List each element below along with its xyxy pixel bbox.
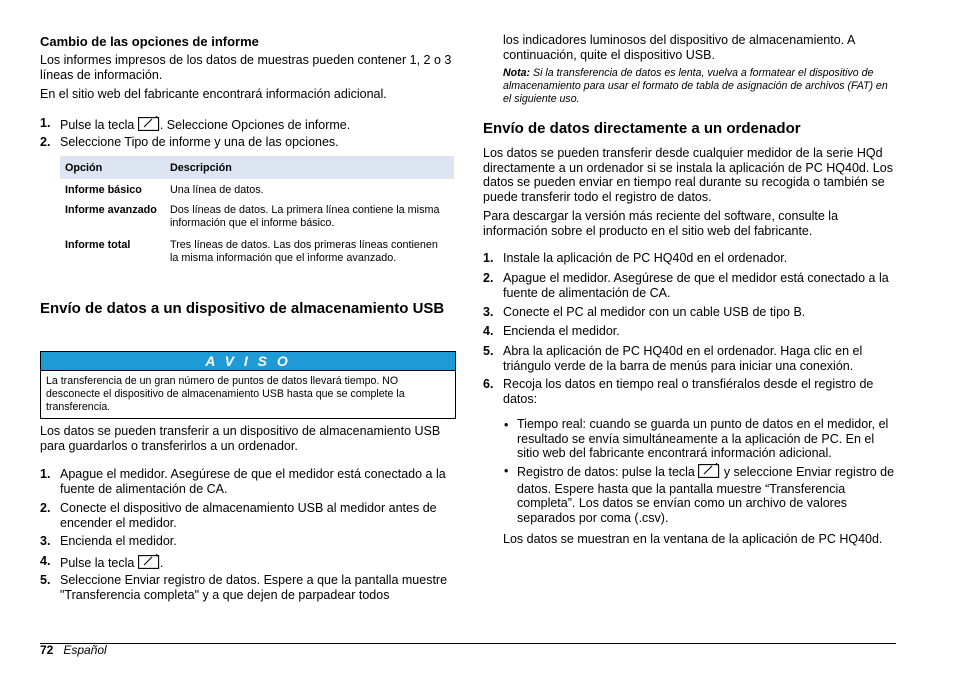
- bullet-icon: •: [504, 418, 509, 432]
- step-item: Recoja los datos en tiempo real o transfiéralos desde el registro de datos:: [503, 377, 874, 406]
- paragraph-report-lines: Los informes impresos de los datos de muestras pueden contener 1, 2 o 3 líneas de información.: [40, 53, 452, 82]
- page-number: 72: [40, 643, 54, 657]
- paragraph-website-info: En el sitio web del fabricante encontrará información adicional.: [40, 87, 387, 101]
- paragraph-download-software: Para descargar la versión más reciente del software, consulte la información sobre el producto en el sitio web del fabricante.: [483, 209, 839, 238]
- table-cell-description: Dos líneas de datos. La primera línea contiene la misma información que el informe básico.: [170, 204, 440, 230]
- table-header-row: [60, 156, 454, 179]
- step-number: 3.: [40, 534, 51, 548]
- step-number: 4.: [40, 554, 51, 568]
- keypad-key-icon: [698, 463, 720, 482]
- step-text: Pulse la tecla: [60, 118, 138, 132]
- step-text: . Seleccione Opciones de informe.: [159, 118, 351, 132]
- bullet-item: Tiempo real: cuando se guarda un punto de datos en el medidor, el resultado se envía simultáneamente a la aplicación de PC. En el sitio web del fabricante encontrará información adicional.: [517, 417, 889, 461]
- step-item: Encienda el medidor.: [503, 324, 620, 338]
- notice-box: [40, 351, 456, 419]
- step-number: 3.: [483, 305, 494, 319]
- table-cell-option: Informe avanzado: [65, 204, 157, 216]
- section-heading-usb: Envío de datos a un dispositivo de almacenamiento USB: [40, 300, 445, 317]
- notice-title: A V I S O: [41, 352, 455, 370]
- step-number: 2.: [483, 271, 494, 285]
- table-row: [60, 237, 454, 265]
- section-heading-computer: Envío de datos directamente a un ordenador: [483, 120, 801, 137]
- step-number: 4.: [483, 324, 494, 338]
- paragraph-hqd-transfer: Los datos se pueden transferir desde cualquier medidor de la serie HQd directamente a un ordenador si se instala la aplicación de PC HQ40d. Los datos se pueden enviar en tiempo real durante su recogida o también se puede transferir todo el registro de datos.: [483, 146, 893, 204]
- step-continuation: los indicadores luminosos del dispositivo de almacenamiento. A continuación, quite el dispositivo USB.: [503, 33, 855, 62]
- paragraph-usb-transfer: Los datos se pueden transferir a un dispositivo de almacenamiento USB para guardarlos o transferirlos a un ordenador.: [40, 424, 441, 453]
- bullet-icon: •: [504, 464, 509, 478]
- step-text: Pulse la tecla: [60, 556, 138, 570]
- step-number: 1.: [483, 251, 494, 265]
- keypad-key-icon: [138, 116, 160, 135]
- step-item: Instale la aplicación de PC HQ40d en el ordenador.: [503, 251, 788, 265]
- keypad-key-icon: [138, 554, 160, 573]
- table-cell-option: Informe total: [65, 239, 131, 251]
- section-heading-report-options: Cambio de las opciones de informe: [40, 34, 259, 49]
- table-header-option: Opción: [60, 156, 165, 179]
- footer-language: Español: [63, 643, 107, 657]
- step-item: Abra la aplicación de PC HQ40d en el ordenador. Haga clic en el triángulo verde de la barra de menús para iniciar una conexión.: [503, 344, 863, 373]
- step-number: 2.: [40, 501, 51, 515]
- table-cell-option: Informe básico: [65, 184, 142, 196]
- table-cell-description: Una línea de datos.: [170, 184, 264, 196]
- step-number: 5.: [40, 573, 51, 587]
- step-item: [60, 554, 455, 573]
- bullet-text: Registro de datos: pulse la tecla: [517, 465, 699, 479]
- step-item: Seleccione Tipo de informe y una de las opciones.: [60, 135, 339, 149]
- step-item: Apague el medidor. Asegúrese de que el medidor está conectado a la fuente de alimentación de CA.: [503, 271, 889, 300]
- step-text: .: [159, 556, 164, 570]
- paragraph-data-shown: Los datos se muestran en la ventana de la aplicación de PC HQ40d.: [503, 532, 883, 546]
- step-number: 1.: [40, 116, 51, 130]
- bullet-item: [517, 463, 898, 525]
- page-footer: [40, 643, 107, 657]
- step-item: Apague el medidor. Asegúrese de que el medidor está conectado a la fuente de alimentación de CA.: [60, 467, 446, 496]
- note: [503, 67, 898, 106]
- step-number: 1.: [40, 467, 51, 481]
- note-text: Si la transferencia de datos es lenta, vuelva a formatear el dispositivo de almacenamiento para usar el formato de tabla de asignación de archivos (FAT) en el siguiente uso.: [503, 67, 888, 105]
- step-item: Seleccione Enviar registro de datos. Espere a que la pantalla muestre "Transferencia completa" y a que dejen de parpadear todos: [60, 573, 448, 602]
- notice-text: La transferencia de un gran número de puntos de datos llevará tiempo. NO desconecte el dispositivo de almacenamiento USB hasta que se complete la transferencia.: [41, 370, 455, 418]
- step-item: [60, 116, 455, 135]
- step-number: 2.: [40, 135, 51, 149]
- footer-divider: [40, 643, 896, 644]
- table-header-description: Descripción: [165, 156, 454, 179]
- step-number: 5.: [483, 344, 494, 358]
- table-row: [60, 179, 454, 202]
- step-item: Conecte el dispositivo de almacenamiento USB al medidor antes de encender el medidor.: [60, 501, 437, 530]
- step-item: Encienda el medidor.: [60, 534, 177, 548]
- bullet-text: y seleccione Enviar registro de datos. Espere hasta que la pantalla muestre “Transferencia completa”. Los datos se envían como un archivo de valores separados por coma (.csv).: [517, 465, 895, 525]
- table-cell-description: Tres líneas de datos. Las dos primeras líneas contienen la misma información que el informe avanzado.: [170, 239, 438, 265]
- table-row: [60, 202, 454, 237]
- step-item: Conecte el PC al medidor con un cable USB de tipo B.: [503, 305, 806, 319]
- step-number: 6.: [483, 377, 494, 391]
- report-options-table: [60, 156, 454, 265]
- note-label: Nota:: [503, 67, 531, 79]
